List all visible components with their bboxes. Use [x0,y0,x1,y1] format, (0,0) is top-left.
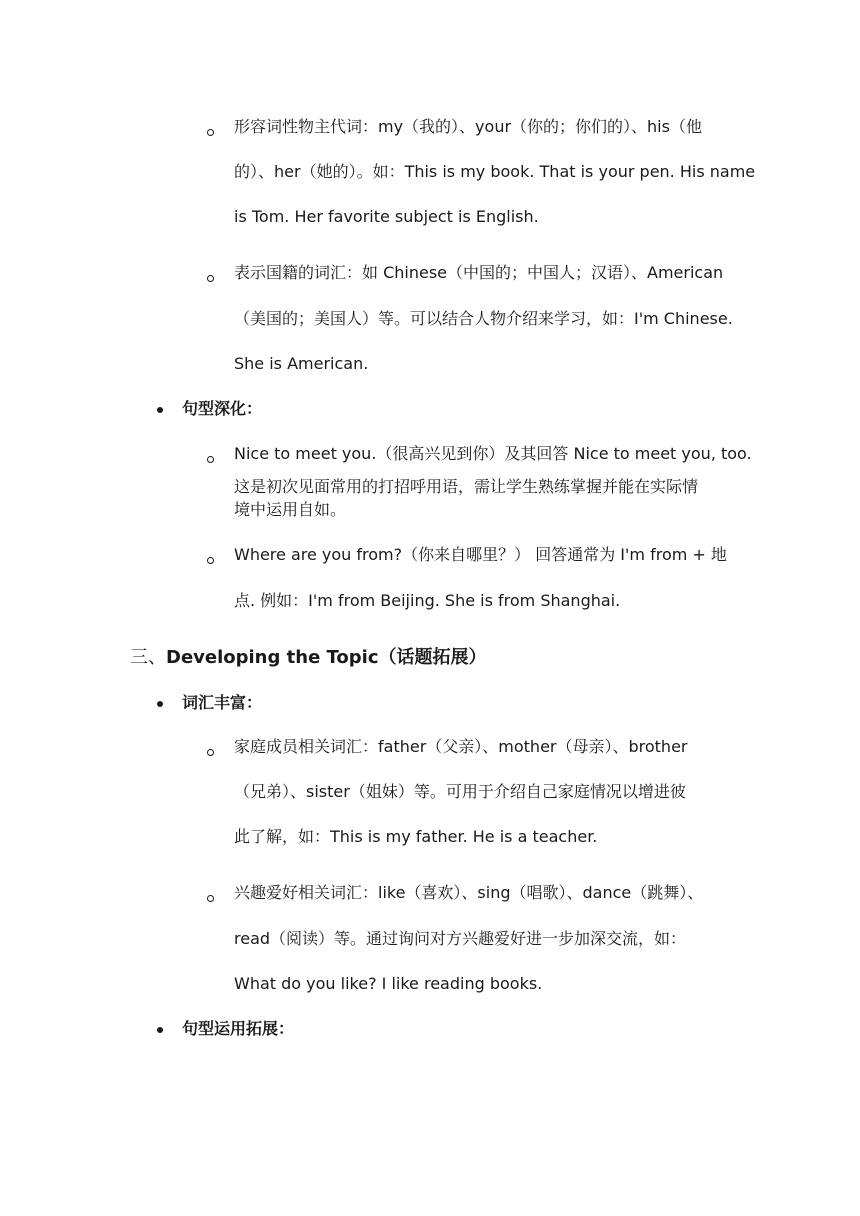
section-title: Developing the Topic（话题拓展） [166,647,487,668]
sub-bullet-icon [207,456,214,463]
text-line: （兄弟）、sister（姐妹）等。可用于介绍自己家庭情况以增进彼 [234,782,686,801]
bullet-label: 句型深化： [182,399,263,418]
text-line: 兴趣爱好相关词汇：like（喜欢）、sing（唱歌）、dance（跳舞）、 [234,883,704,902]
text-line: Nice to meet you.（很高兴见到你）及其回答 Nice to meet you, too. [234,444,752,463]
sub-bullet-icon [207,129,214,136]
text-line: is Tom. Her favorite subject is English. [234,207,539,226]
text-line: 此了解，如：This is my father. He is a teacher. [234,827,598,846]
text-line: 点. 例如：I'm from Beijing. She is from Shanghai. [234,591,621,610]
bullet-label: 句型运用拓展： [182,1019,295,1038]
sub-bullet-icon [207,895,214,902]
sub-bullet-icon [207,557,214,564]
text-line: 境中运用自如。 [234,500,347,519]
bullet-icon [157,701,163,707]
text-line: She is American. [234,354,369,373]
text-line: 这是初次见面常用的打招呼用语，需让学生熟练掌握并能在实际情 [234,477,699,496]
text-line: read（阅读）等。通过询问对方兴趣爱好进一步加深交流，如： [234,929,687,948]
text-line: 表示国籍的词汇：如 Chinese（中国的；中国人；汉语）、American [234,263,724,282]
text-line: 形容词性物主代词：my（我的）、your（你的；你们的）、his（他 [234,117,702,136]
bullet-icon [157,1027,163,1033]
bullet-label: 词汇丰富： [182,693,263,712]
text-line: What do you like? I like reading books. [234,974,543,993]
sub-bullet-icon [207,275,214,282]
text-line: 的）、her（她的）。如：This is my book. That is your pen. His name [234,162,756,181]
text-line: 家庭成员相关词汇：father（父亲）、mother（母亲）、brother [234,737,688,756]
text-line: （美国的；美国人）等。可以结合人物介绍来学习，如：I'm Chinese. [234,309,733,328]
sub-bullet-icon [207,749,214,756]
bullet-icon [157,407,163,413]
section-heading [130,646,487,670]
section-number: 三、 [130,647,166,668]
text-line: Where are you from?（你来自哪里？） 回答通常为 I'm from + 地 [234,545,727,564]
